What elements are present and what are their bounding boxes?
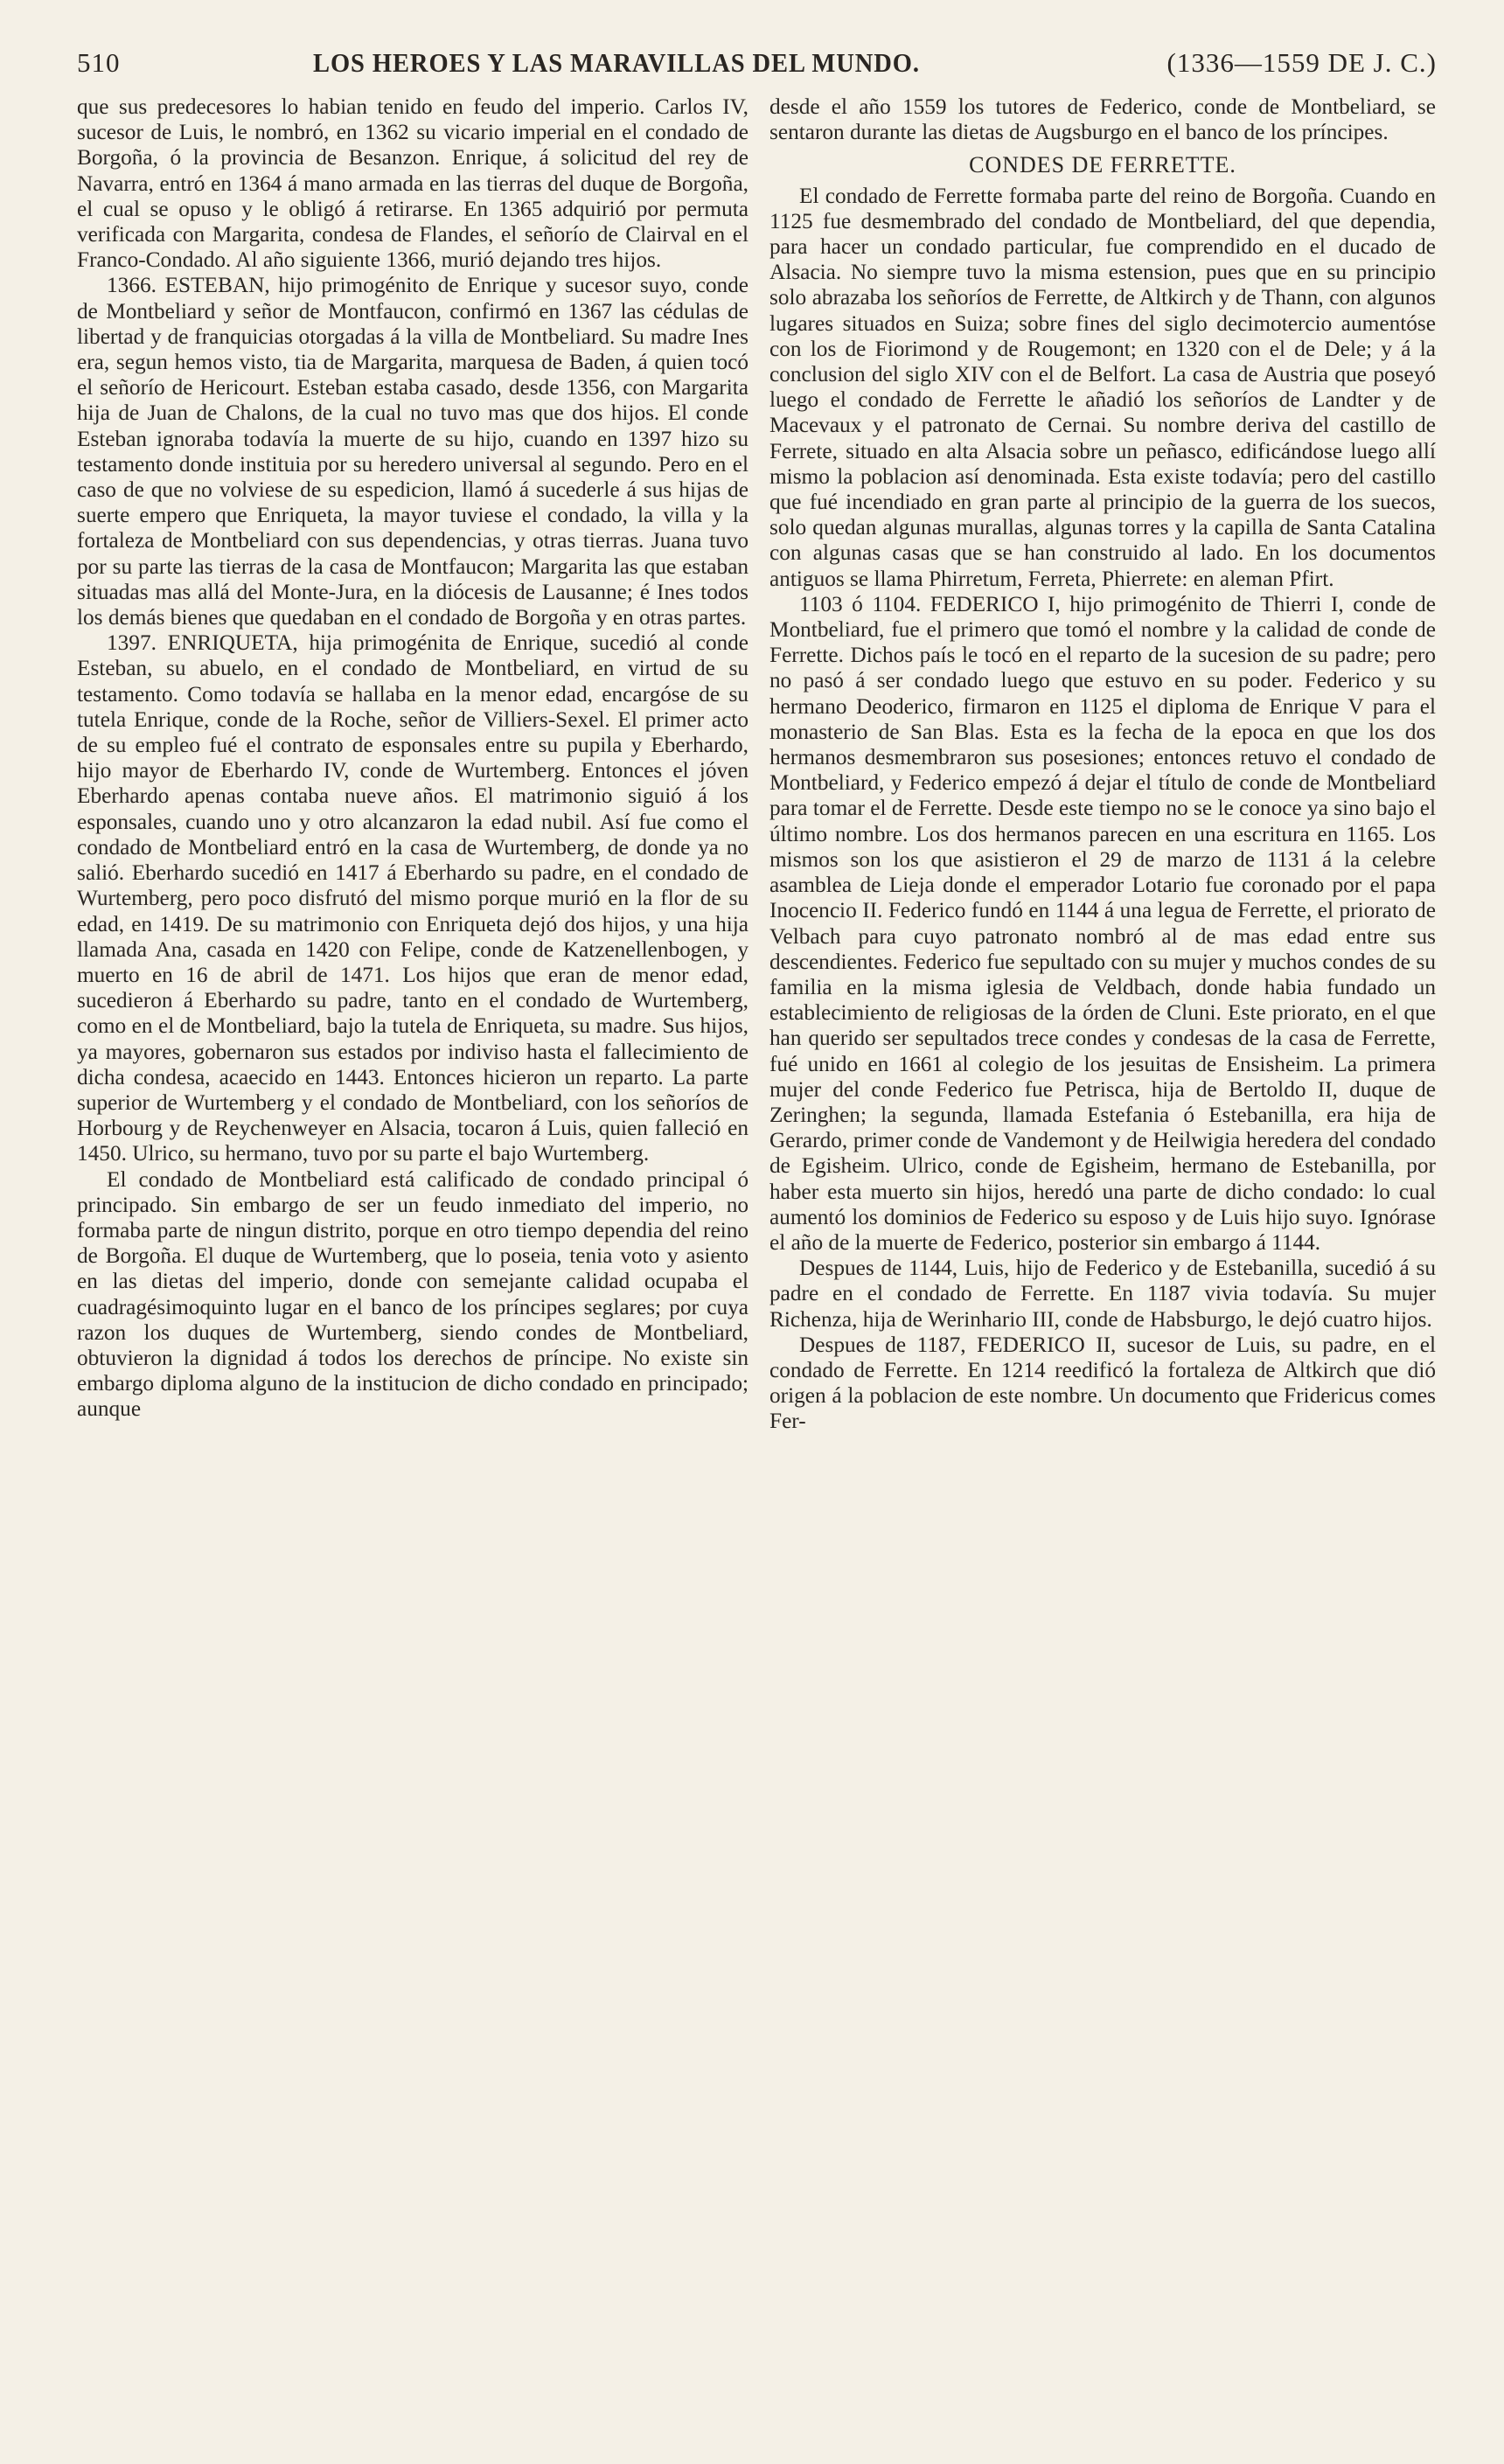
- page-number: 510: [77, 47, 121, 78]
- paragraph: 1366. ESTEBAN, hijo primogénito de Enrique y sucesor suyo, conde de Montbeliard y señor de Montfaucon, confirmó en 1367 las cédulas de libertad y de franquicias otorgadas á la villa de Montbeliard. Su madre Ines era, segun hemos visto, tia de Margarita, marquesa de Baden, á quien tocó el señorío de Hericourt. Esteban estaba casado, desde 1356, con Margarita hija de Juan de Chalons, de la cual no tuvo mas que dos hijos. El conde Esteban ignoraba todavía la muerte de su hijo, cuando en 1397 hizo su testamento donde instituia por su heredero universal al segundo. Pero en el caso de que no volviese de su espedicion, llamó á sucederle á sus hijas de suerte empero que Enriqueta, la mayor tuviese el condado, la villa y la fortaleza de Montbeliard con sus dependencias, y otras tierras. Juana tuvo por su parte las tierras de la casa de Montfaucon; Margarita las que estaban situadas mas allá del Monte-Jura, en la diócesis de Lausanne; é Ines todos los demás bienes que quedaban en el condado de Borgoña y en otras partes.: [77, 273, 749, 630]
- running-title: LOS HEROES Y LAS MARAVILLAS DEL MUNDO.: [313, 47, 920, 78]
- paragraph: 1103 ó 1104. FEDERICO I, hijo primogénito de Thierri I, conde de Montbeliard, fue el primero que tomó el nombre y la calidad de conde de Ferrette. Dichos país le tocó en el reparto de la sucesion de su padre; pero no pasó á ser condado luego que estuvo en su poder. Federico y su hermano Deoderico, firmaron en 1125 el diploma de Enrique V para el monasterio de San Blas. Esta es la fecha de la epoca en que los dos hermanos desmembraron sus posesiones; entonces retuvo el condado de Montbeliard, y Federico empezó á dejar el título de conde de Montbeliard para tomar el de Ferrette. Desde este tiempo no se le conoce ya sino bajo el último nombre. Los dos hermanos parecen en una escritura en 1165. Los mismos son los que asistieron el 29 de marzo de 1131 á la celebre asamblea de Lieja donde el emperador Lotario fue coronado por el papa Inocencio II. Federico fundó en 1144 á una legua de Ferrette, el priorato de Velbach para cuyo patronato nombró al de mas edad entre sus descendientes. Federico fue sepultado con su mujer y muchos condes de su familia en la misma iglesia de Veldbach, donde habia fundado un establecimiento de religiosas de la órden de Cluni. Este priorato, en el que han querido ser sepultados trece condes y condesas de la casa de Ferrette, fué unido en 1661 al colegio de los jesuitas de Ensisheim. La primera mujer del conde Federico fue Petrisca, hija de Bertoldo II, duque de Zeringhen; la segunda, llamada Estefania ó Estebanilla, era hija de Gerardo, primer conde de Vandemont y de Heilwigia heredera del condado de Egisheim. Ulrico, conde de Egisheim, hermano de Estebanilla, por haber esta muerto sin hijos, heredó una parte de dicho condado: lo cual aumentó los dominios de Federico su esposo y de Luis hijo suyo. Ignórase el año de la muerte de Federico, posterior sin embargo á 1144.: [769, 591, 1436, 1255]
- paragraph: El condado de Ferrette formaba parte del reino de Borgoña. Cuando en 1125 fue desmembrado del condado de Montbeliard, del que dependia, para hacer un condado particular, fue comprendido en el ducado de Alsacia. No siempre tuvo la misma estension, pues que en su principio solo abrazaba los señoríos de Ferrette, de Altkirch y de Thann, con algunos lugares situados en Suiza; sobre fines del siglo decimotercio aumentóse con los de Fiorimond y de Rougemont; en 1320 con el de Dele; y á la conclusion del siglo XIV con el de Belfort. La casa de Austria que poseyó luego el condado de Ferrette le añadió los señoríos de Landter y de Macevaux y el patronato de Cernai. Su nombre deriva del castillo de Ferrete, situado en alta Alsacia sobre un peñasco, edificándose luego allí mismo la poblacion así denominada. Esta existe todavía; pero del castillo que fué incendiado en gran parte al principio de la guerra de los suecos, solo quedan algunas murallas, algunas torres y la capilla de Santa Catalina con algunas casas que se han construido al lado. En los documentos antiguos se llama Phirretum, Ferreta, Phierrete: en aleman Pfirt.: [769, 183, 1436, 591]
- paragraph: El condado de Montbeliard está calificado de condado principal ó principado. Sin embargo de ser un feudo inmediato del imperio, no formaba parte de ningun distrito, porque en otro tiempo dependia del reino de Borgoña. El duque de Wurtemberg, que lo poseia, tenia voto y asiento en las dietas del imperio, donde con semejante calidad ocupaba el cuadragésimoquinto lugar en el banco de los príncipes seglares; por cuya razon los duques de Wurtemberg, siendo condes de Montbeliard, obtuvieron la dignidad á todos los derechos de príncipe. No existe sin embargo diploma alguno de la institucion de dicho condado en principado; aunque: [77, 1166, 749, 1422]
- running-header: [77, 44, 1437, 86]
- right-column: [769, 94, 1436, 2438]
- paragraph: Despues de 1144, Luis, hijo de Federico y de Estebanilla, sucedió á su padre en el condado de Ferrette. En 1187 vivia todavía. Su mujer Richenza, hija de Werinhario III, conde de Habsburgo, le dejó cuatro hijos.: [769, 1256, 1436, 1332]
- date-range: (1336—1559 DE J. C.): [1166, 47, 1437, 78]
- section-title: CONDES DE FERRETTE.: [969, 152, 1236, 178]
- paragraph: que sus predecesores lo habian tenido en feudo del imperio. Carlos IV, sucesor de Luis, le nombró, en 1362 su vicario imperial en el condado de Borgoña, ó la provincia de Besanzon. Enrique, á solicitud del rey de Navarra, entró en 1364 á mano armada en las tierras del duque de Borgoña, el cual se opuso y le obligó á retirarse. En 1365 adquirió por permuta verificada con Margarita, condesa de Flandes, el señorío de Clairval en el Franco-Condado. Al año siguiente 1366, murió dejando tres hijos.: [77, 94, 749, 273]
- paragraph: Despues de 1187, FEDERICO II, sucesor de Luis, su padre, en el condado de Ferrette. En 1214 reedificó la fortaleza de Altkirch que dió origen á la poblacion de este nombre. Un documento que Fridericus comes Fer-: [769, 1332, 1436, 1434]
- paragraph: 1397. ENRIQUETA, hija primogénita de Enrique, sucedió al conde Esteban, su abuelo, en el condado de Montbeliard, en virtud de su testamento. Como todavía se hallaba en la menor edad, encargóse de su tutela Enrique, conde de la Roche, señor de Villiers-Sexel. El primer acto de su empleo fué el contrato de esponsales entre su pupila y Eberhardo, hijo mayor de Eberhardo IV, conde de Wurtemberg. Entonces el jóven Eberhardo apenas contaba nueve años. El matrimonio siguió á los esponsales, cuando uno y otro alcanzaron la edad nubil. Así fue como el condado de Montbeliard entró en la casa de Wurtemberg, de donde ya no salió. Eberhardo sucedió en 1417 á Eberhardo su padre, en el condado de Wurtemberg, pero poco disfrutó del mismo porque murió en la flor de su edad, en 1419. De su matrimonio con Enriqueta dejó dos hijos, y una hija llamada Ana, casada en 1420 con Felipe, conde de Katzenellenbogen, y muerto en 16 de abril de 1471. Los hijos que eran de menor edad, sucedieron á Eberhardo su padre, tanto en el condado de Wurtemberg, como en el de Montbeliard, bajo la tutela de Enriqueta, su madre. Sus hijos, ya mayores, gobernaron sus estados por indiviso hasta el fallecimiento de dicha condesa, acaecido en 1443. Entonces hicieron un reparto. La parte superior de Wurtemberg y el condado de Montbeliard, con los señoríos de Horbourg y de Reychenweyer en Alsacia, tocaron á Luis, quien falleció en 1450. Ulrico, su hermano, tuvo por su parte el bajo Wurtemberg.: [77, 630, 749, 1166]
- paragraph: desde el año 1559 los tutores de Federico, conde de Montbeliard, se sentaron durante las dietas de Augsburgo en el banco de los príncipes.: [769, 94, 1436, 145]
- left-column: [77, 94, 749, 2438]
